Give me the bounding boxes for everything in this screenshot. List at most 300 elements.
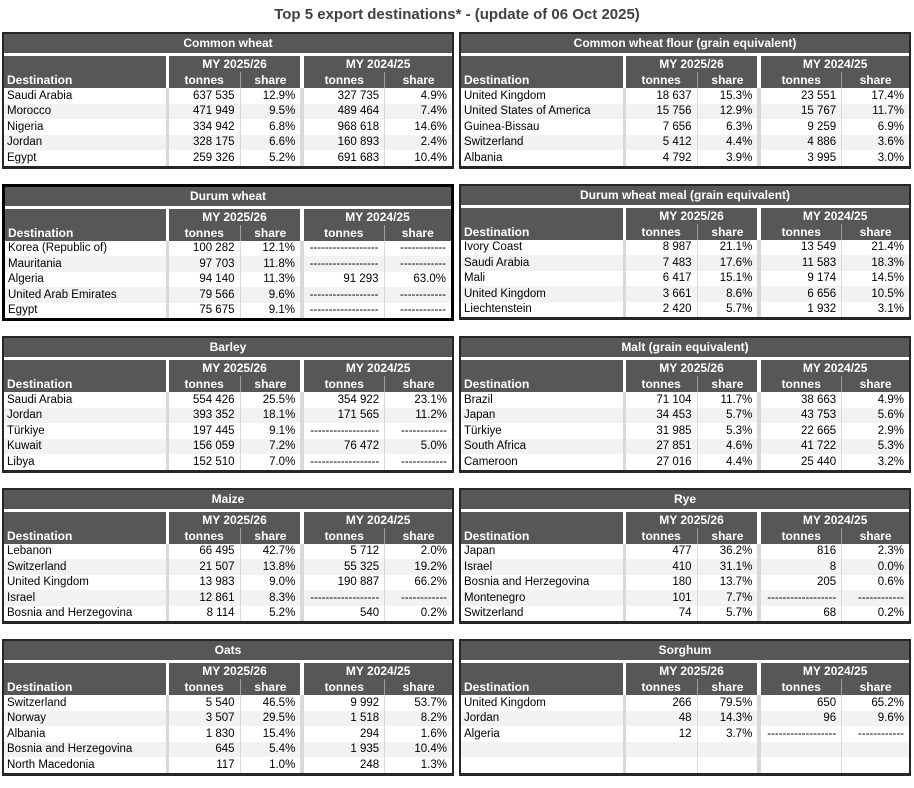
tonnes-previous-cell: ------------------ — [304, 287, 384, 303]
share-previous-cell: 3.1% — [842, 302, 909, 318]
table-row — [461, 135, 909, 151]
tonnes-header-current: tonnes — [626, 528, 697, 544]
share-previous-cell: 65.2% — [842, 695, 909, 711]
table-body — [4, 695, 452, 773]
share-previous-cell: 18.3% — [842, 255, 909, 271]
destination-cell: United Kingdom — [7, 576, 89, 589]
share-previous-cell: 23.1% — [385, 392, 452, 408]
tonnes-current-cell: 471 949 — [169, 104, 240, 120]
share-header-previous: share — [842, 679, 909, 695]
tonnes-previous-cell: 6 656 — [761, 286, 841, 302]
destination-cell: Japan — [464, 545, 496, 558]
share-previous-cell: 0.0% — [842, 559, 909, 575]
tonnes-current-cell: 100 282 — [192, 242, 235, 255]
destination-header: Destination — [5, 225, 166, 241]
tonnes-current-cell: 645 — [169, 742, 240, 758]
table-row — [4, 606, 452, 622]
tonnes-previous-cell: 9 259 — [807, 120, 837, 133]
destination-cell: South Africa — [461, 439, 623, 455]
destination-header: Destination — [4, 679, 166, 695]
table-body — [4, 88, 452, 166]
tonnes-previous-cell: 38 663 — [800, 393, 837, 406]
tonnes-header-previous: tonnes — [761, 528, 841, 544]
table-title: Common wheat — [4, 34, 452, 56]
table-row — [461, 742, 909, 758]
share-previous-cell: 63.0% — [384, 272, 451, 288]
tonnes-previous-cell: 41 722 — [761, 439, 841, 455]
share-current-cell: 14.3% — [697, 711, 757, 727]
table-row — [4, 726, 452, 742]
column-group-header-row — [461, 663, 909, 679]
tonnes-header-current: tonnes — [169, 528, 240, 544]
tonnes-current-cell: 12 — [678, 727, 692, 740]
share-previous-cell: 0.2% — [385, 606, 452, 622]
table-row — [4, 150, 452, 166]
destination-cell: Albania — [464, 151, 503, 164]
table-row — [461, 150, 909, 166]
table-row — [461, 544, 909, 560]
share-current-cell: 15.3% — [697, 88, 757, 104]
destination-cell: Montenegro — [461, 590, 623, 606]
tonnes-current-cell: 152 510 — [192, 455, 235, 468]
share-previous-cell: ------------ — [384, 287, 451, 303]
table-title: Rye — [461, 490, 909, 512]
share-previous-cell: ------------ — [384, 241, 451, 257]
tonnes-current-cell: 266 — [672, 696, 692, 709]
share-current-cell: 3.7% — [697, 726, 757, 742]
destination-cell: Cameroon — [464, 455, 518, 468]
destinations-table — [461, 663, 909, 773]
share-header-previous: share — [385, 679, 452, 695]
export-table-barley — [2, 336, 454, 473]
table-row — [5, 303, 451, 319]
col-group-current-my: MY 2025/26 — [626, 663, 758, 679]
export-table-durum-wheat-meal-grain-equivalent — [459, 184, 911, 321]
share-previous-cell: 19.2% — [385, 559, 452, 575]
share-header-current: share — [240, 528, 300, 544]
header-spacer — [461, 56, 623, 72]
destination-cell: Jordan — [4, 135, 166, 151]
tonnes-current-cell: 21 507 — [169, 559, 240, 575]
table-row — [461, 302, 909, 318]
tonnes-previous-cell: 55 325 — [304, 559, 384, 575]
column-group-header-row — [5, 209, 451, 225]
tonnes-previous-cell: 248 — [359, 758, 380, 771]
share-previous-cell: 21.4% — [842, 240, 909, 256]
table-body — [461, 392, 909, 470]
table-row — [4, 119, 452, 135]
col-group-current-my: MY 2025/26 — [169, 209, 300, 225]
tonnes-current-cell: 75 675 — [199, 304, 235, 317]
tonnes-current-cell: 3 661 — [626, 286, 697, 302]
share-header-current: share — [240, 225, 300, 241]
tonnes-previous-cell: 68 — [823, 607, 837, 620]
col-group-current-my: MY 2025/26 — [626, 512, 758, 528]
share-current-cell: 11.3% — [240, 272, 300, 288]
export-table-durum-wheat — [2, 184, 454, 322]
col-group-previous-my: MY 2024/25 — [304, 512, 452, 528]
table-row — [461, 711, 909, 727]
tonnes-current-cell: 334 942 — [192, 120, 235, 133]
share-previous-cell: 10.4% — [385, 150, 452, 166]
tonnes-current-cell: 410 — [626, 559, 697, 575]
share-current-cell: 6.6% — [240, 135, 300, 151]
share-previous-cell: 11.2% — [385, 408, 452, 424]
share-previous-cell: 5.0% — [385, 439, 452, 455]
tonnes-previous-cell: 13 549 — [800, 241, 837, 254]
destination-cell: Saudi Arabia — [7, 393, 73, 406]
col-group-previous-my: MY 2024/25 — [761, 208, 909, 224]
destination-cell: Lebanon — [7, 545, 52, 558]
table-title: Oats — [4, 641, 452, 663]
tonnes-current-cell: 31 985 — [656, 424, 692, 437]
destination-cell: Japan — [461, 408, 623, 424]
table-row — [461, 726, 909, 742]
tonnes-header-current: tonnes — [169, 679, 240, 695]
tonnes-previous-cell: 205 — [816, 576, 837, 589]
col-group-previous-my: MY 2024/25 — [304, 56, 452, 72]
table-row — [5, 241, 451, 257]
table-body — [4, 544, 452, 622]
share-current-cell: 5.2% — [240, 606, 300, 622]
column-header-row — [461, 376, 909, 392]
destination-cell — [461, 757, 623, 773]
destination-cell: Korea (Republic of) — [8, 242, 108, 255]
col-group-previous-my: MY 2024/25 — [761, 56, 909, 72]
table-row — [461, 606, 909, 622]
tonnes-header-current: tonnes — [169, 225, 240, 241]
tonnes-previous-cell: ------------------ — [309, 304, 379, 317]
share-previous-cell: 7.4% — [385, 104, 452, 120]
share-previous-cell: ------------ — [385, 454, 452, 470]
tonnes-previous-cell: 691 683 — [337, 151, 380, 164]
tonnes-current-cell: 12 861 — [169, 590, 240, 606]
tonnes-previous-cell: ------------------ — [304, 256, 384, 272]
tonnes-current-cell: 8 114 — [206, 607, 235, 620]
share-current-cell: 6.8% — [240, 119, 300, 135]
share-previous-cell: 5.3% — [842, 439, 909, 455]
destination-cell: Egypt — [8, 304, 38, 317]
share-current-cell: 46.5% — [240, 695, 300, 711]
share-current-cell: 9.6% — [240, 287, 300, 303]
column-header-row — [4, 72, 452, 88]
table-row — [4, 695, 452, 711]
tonnes-previous-cell: 1 935 — [304, 742, 384, 758]
tonnes-previous-cell: 160 893 — [304, 135, 384, 151]
tonnes-current-cell: 94 140 — [199, 273, 235, 286]
header-spacer — [461, 663, 623, 679]
tonnes-current-cell: 637 535 — [192, 89, 235, 102]
tonnes-previous-cell: 489 464 — [304, 104, 384, 120]
table-row — [461, 575, 909, 591]
destinations-table — [461, 56, 909, 166]
tonnes-current-cell: 8 987 — [662, 241, 692, 254]
share-current-cell: 36.2% — [697, 544, 757, 560]
share-current-cell — [697, 757, 757, 773]
tonnes-header-current: tonnes — [626, 224, 697, 240]
tonnes-header-current: tonnes — [169, 72, 240, 88]
table-row — [4, 423, 452, 439]
tonnes-header-previous: tonnes — [304, 72, 384, 88]
tonnes-previous-cell: 816 — [816, 545, 837, 558]
table-row — [461, 119, 909, 135]
column-header-row — [461, 528, 909, 544]
table-row — [461, 423, 909, 439]
col-group-previous-my: MY 2024/25 — [304, 663, 452, 679]
destination-cell: Switzerland — [4, 559, 166, 575]
tonnes-current-cell: 554 426 — [192, 393, 235, 406]
table-body — [4, 392, 452, 470]
destination-cell: Saudi Arabia — [7, 89, 73, 102]
table-row — [5, 272, 451, 288]
column-header-row — [461, 224, 909, 240]
tonnes-previous-cell: 4 886 — [761, 135, 841, 151]
export-table-common-wheat-flour-grain-equivalent — [459, 32, 911, 169]
table-row — [4, 104, 452, 120]
table-row — [461, 240, 909, 256]
tonnes-previous-cell: ------------------ — [304, 590, 384, 606]
share-header-current: share — [240, 376, 300, 392]
tonnes-previous-cell: 76 472 — [304, 439, 384, 455]
tonnes-previous-cell: 5 712 — [350, 545, 380, 558]
share-current-cell: 1.0% — [240, 757, 300, 773]
tonnes-header-previous: tonnes — [304, 376, 384, 392]
destination-cell: Israel — [4, 590, 166, 606]
destinations-table — [461, 208, 909, 318]
share-previous-cell: 6.9% — [842, 119, 909, 135]
col-group-previous-my: MY 2024/25 — [761, 663, 909, 679]
share-current-cell: 5.7% — [697, 606, 757, 622]
share-previous-cell: 0.2% — [842, 606, 909, 622]
table-row — [5, 287, 451, 303]
share-header-current: share — [240, 72, 300, 88]
tonnes-header-current: tonnes — [626, 72, 697, 88]
tonnes-current-cell: 117 — [216, 758, 235, 771]
column-group-header-row — [4, 56, 452, 72]
tonnes-current-cell: 15 756 — [626, 104, 697, 120]
table-row — [461, 271, 909, 287]
share-current-cell: 42.7% — [240, 544, 300, 560]
destination-cell: Egypt — [7, 151, 37, 164]
destination-cell: United Kingdom — [464, 696, 546, 709]
destination-cell: North Macedonia — [7, 758, 95, 771]
destination-cell — [461, 742, 623, 758]
destination-cell: Israel — [461, 559, 623, 575]
table-row — [461, 559, 909, 575]
share-header-current: share — [697, 679, 757, 695]
tonnes-header-previous: tonnes — [761, 72, 841, 88]
destination-cell: Algeria — [464, 727, 500, 740]
share-header-previous: share — [842, 72, 909, 88]
share-previous-cell: 2.0% — [385, 544, 452, 560]
share-current-cell: 11.7% — [697, 392, 757, 408]
tonnes-current-cell: 197 445 — [192, 424, 235, 437]
destination-cell: Morocco — [4, 104, 166, 120]
table-row — [4, 454, 452, 470]
destination-header: Destination — [461, 224, 623, 240]
destinations-table — [4, 56, 452, 166]
header-spacer — [4, 512, 166, 528]
share-previous-cell: 0.6% — [842, 575, 909, 591]
share-current-cell: 5.3% — [697, 423, 757, 439]
table-title: Maize — [4, 490, 452, 512]
table-row — [461, 408, 909, 424]
table-row — [461, 88, 909, 104]
tonnes-current-cell: 97 703 — [169, 256, 240, 272]
tonnes-header-previous: tonnes — [304, 528, 384, 544]
destination-header: Destination — [461, 376, 623, 392]
tonnes-current-cell: 180 — [672, 576, 692, 589]
tonnes-previous-cell: 23 551 — [800, 89, 837, 102]
share-previous-cell: ------------ — [385, 423, 452, 439]
destination-cell: Switzerland — [464, 607, 524, 620]
tonnes-current-cell: 66 495 — [199, 545, 235, 558]
tonnes-previous-cell — [761, 742, 841, 758]
destination-cell: Algeria — [8, 273, 44, 286]
export-table-malt-grain-equivalent — [459, 336, 911, 473]
tonnes-current-cell: 48 — [626, 711, 697, 727]
page-title: Top 5 export destinations* - (update of 06 Oct 2025) — [274, 6, 640, 23]
tonnes-current-cell: 393 352 — [169, 408, 240, 424]
destinations-table — [461, 360, 909, 470]
destination-cell: United Kingdom — [464, 89, 546, 102]
header-spacer — [4, 360, 166, 376]
table-row — [461, 439, 909, 455]
tonnes-previous-cell: 1 518 — [304, 711, 384, 727]
table-title: Durum wheat — [5, 187, 451, 209]
share-previous-cell: 4.9% — [385, 88, 452, 104]
share-header-current: share — [697, 376, 757, 392]
header-spacer — [4, 56, 166, 72]
share-current-cell: 12.1% — [240, 241, 300, 257]
tonnes-current-cell: 101 — [626, 590, 697, 606]
column-header-row — [461, 72, 909, 88]
tonnes-current-cell: 4 792 — [662, 151, 692, 164]
share-current-cell: 25.5% — [240, 392, 300, 408]
share-current-cell: 8.6% — [697, 286, 757, 302]
tonnes-current-cell: 5 412 — [626, 135, 697, 151]
share-current-cell: 11.8% — [240, 256, 300, 272]
tables-grid — [0, 32, 914, 776]
tonnes-previous-cell: 171 565 — [304, 408, 384, 424]
table-row — [461, 695, 909, 711]
col-group-previous-my: MY 2024/25 — [761, 360, 909, 376]
col-group-current-my: MY 2025/26 — [169, 663, 301, 679]
table-title: Durum wheat meal (grain equivalent) — [461, 186, 909, 208]
destination-cell: Brazil — [464, 393, 493, 406]
tonnes-current-cell: 79 566 — [169, 287, 240, 303]
column-header-row — [4, 679, 452, 695]
destination-cell: Ivory Coast — [464, 241, 523, 254]
share-current-cell — [697, 742, 757, 758]
tonnes-previous-cell: ------------------ — [767, 727, 837, 740]
column-header-row — [4, 376, 452, 392]
share-current-cell: 18.1% — [240, 408, 300, 424]
share-previous-cell: 10.4% — [385, 742, 452, 758]
table-body — [461, 544, 909, 622]
destination-header: Destination — [461, 528, 623, 544]
share-current-cell: 29.5% — [240, 711, 300, 727]
share-previous-cell: 66.2% — [385, 575, 452, 591]
share-previous-cell: 14.5% — [842, 271, 909, 287]
export-table-sorghum — [459, 639, 911, 776]
header-spacer — [461, 512, 623, 528]
share-current-cell: 5.7% — [697, 408, 757, 424]
table-row — [4, 408, 452, 424]
tonnes-current-cell: 328 175 — [169, 135, 240, 151]
table-row — [4, 544, 452, 560]
share-previous-cell: 2.4% — [385, 135, 452, 151]
column-header-row — [461, 679, 909, 695]
table-title: Malt (grain equivalent) — [461, 338, 909, 360]
tonnes-previous-cell: 3 995 — [807, 151, 837, 164]
column-header-row — [5, 225, 451, 241]
tonnes-previous-cell: 9 992 — [350, 696, 380, 709]
tonnes-previous-cell: 1 932 — [807, 303, 837, 316]
tonnes-previous-cell: 25 440 — [800, 455, 837, 468]
share-previous-cell: ------------ — [385, 590, 452, 606]
table-row — [461, 104, 909, 120]
share-current-cell: 5.7% — [697, 302, 757, 318]
table-row — [4, 88, 452, 104]
tonnes-current-cell: 13 983 — [199, 576, 235, 589]
table-row — [4, 559, 452, 575]
col-group-previous-my: MY 2024/25 — [761, 512, 909, 528]
tonnes-previous-cell: 91 293 — [343, 273, 379, 286]
tonnes-previous-cell: 9 174 — [807, 272, 837, 285]
share-current-cell: 7.0% — [240, 454, 300, 470]
tonnes-previous-cell: 294 — [359, 727, 380, 740]
col-group-current-my: MY 2025/26 — [169, 512, 301, 528]
tonnes-current-cell: 71 104 — [656, 393, 692, 406]
header-spacer — [4, 663, 166, 679]
tonnes-current-cell: 2 420 — [662, 303, 692, 316]
tonnes-current-cell: 7 483 — [626, 255, 697, 271]
destination-header: Destination — [4, 72, 166, 88]
destination-cell: United States of America — [461, 104, 623, 120]
table-row — [461, 454, 909, 470]
table-row — [461, 286, 909, 302]
export-table-oats — [2, 639, 454, 776]
destination-cell: Kuwait — [4, 439, 166, 455]
col-group-previous-my: MY 2024/25 — [304, 360, 452, 376]
table-row — [4, 135, 452, 151]
destination-cell: Switzerland — [7, 696, 67, 709]
share-current-cell: 3.9% — [697, 150, 757, 166]
share-current-cell: 13.8% — [240, 559, 300, 575]
share-previous-cell: 3.0% — [842, 150, 909, 166]
tonnes-current-cell: 477 — [672, 545, 692, 558]
destination-cell: Libya — [7, 455, 35, 468]
column-header-row — [4, 528, 452, 544]
share-previous-cell: 11.7% — [842, 104, 909, 120]
tonnes-current-cell: 156 059 — [169, 439, 240, 455]
tonnes-header-current: tonnes — [626, 376, 697, 392]
tonnes-current-cell: 259 326 — [192, 151, 235, 164]
destination-header: Destination — [4, 528, 166, 544]
table-row — [4, 742, 452, 758]
tonnes-previous-cell: 354 922 — [337, 393, 380, 406]
share-current-cell: 6.3% — [697, 119, 757, 135]
table-title: Barley — [4, 338, 452, 360]
share-current-cell: 4.4% — [697, 135, 757, 151]
column-group-header-row — [4, 663, 452, 679]
destination-cell: Mauritania — [5, 256, 166, 272]
destination-cell: Bosnia and Herzegovina — [464, 576, 590, 589]
tonnes-current-cell: 74 — [678, 607, 692, 620]
tonnes-header-previous: tonnes — [761, 679, 841, 695]
table-row — [4, 575, 452, 591]
